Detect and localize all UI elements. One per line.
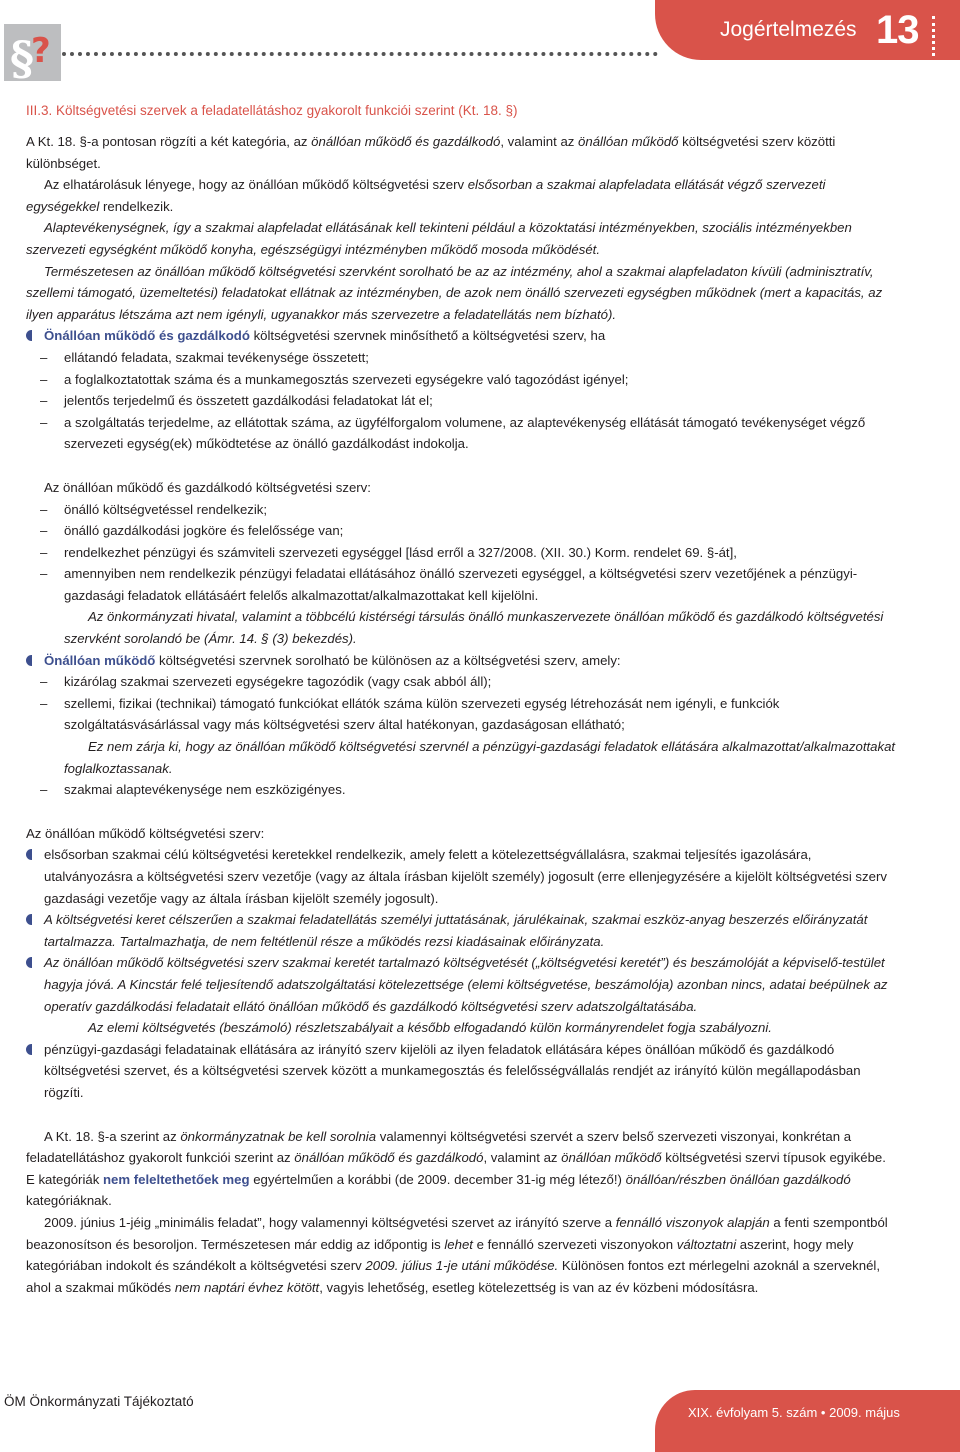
section-title: III.3. Költségvetési szervek a feladatellátáshoz gyakorolt funkciói szerint (Kt. 18. §) (26, 103, 518, 118)
dash-item: – a szolgáltatás terjedelme, az ellátottak száma, az ügyfélforgalom volumene, az alaptevékenység ellátását támogató tevékenységet végző szervezeti egység(ek) működtetése az önálló gazdálkodást indokolja. (26, 412, 896, 455)
page-number: 13 (876, 8, 919, 52)
dash-item: – szellemi, fizikai (technikai) támogató funkciókat ellátók száma külön szervezeti egység létrehozását nem igényli, e funkciók szolgáltatásvásárlással vagy más költségvetési szerv által hatékonyan, gazdaságosan ellátható; (26, 693, 896, 736)
dash-item: – önálló gazdálkodási jogköre és felelőssége van; (26, 520, 896, 542)
footer-band (655, 1390, 960, 1452)
header-dotted-rule (62, 52, 658, 56)
dash-item: – önálló költségvetéssel rendelkezik; (26, 499, 896, 521)
dash-item: – ellátandó feladata, szakmai tevékenysége összetett; (26, 347, 896, 369)
bullet-item: A költségvetési keret célszerűen a szakmai feladatellátás személyi juttatásának, járulékainak, szakmai eszköz-anyag beszerzés előirányzatát tartalmazza. Tartalmazhatja, de nem feltétlenül része a működés rezsi kiadásainak előirányzata. (26, 909, 896, 952)
bullet-item: Önállóan működő költségvetési szervnek sorolható be különösen az a költségvetési szerv, amely: (26, 650, 896, 672)
paragraph: 2009. június 1-jéig „minimális feladat”, hogy valamennyi költségvetési szervet az irányító szerve a fennálló viszonyok alapján a fenti szempontból beazonosítson és besoroljon. Természetesen már eddig az időpontig is lehet e fennálló szervezeti viszonyokon változtatni aszerint, hogy mely kategóriában indokolt és szándékolt a költségvetési szerv 2009. július 1-je utáni működése. Különösen fontos ezt mérlegelni azoknál a szerveknél, ahol a szakmai működés nem naptári évhez kötött, vagyis lehetőség, esetleg kötelezettség is van az év közbeni módosításra. (26, 1214, 888, 1295)
paragraph: Természetesen az önállóan működő költségvetési szervként sorolható be az az intézmény, ahol a szakmai alapfeladaton kívüli (adminisztratív, szellemi támogató, üzemeltetési) feladatokat ellátnak az intézményben, de azok nem önálló szervezeti egységben működnek (mert a kapacitás, az ilyen apparátus létszáma azt nem igényli, ugyanakkor más szervezetre a feladatellátás nem bízható). (26, 263, 883, 322)
svg-text:§: § (10, 31, 35, 81)
dash-item: – rendelkezhet pénzügyi és számviteli szervezeti egységgel [lásd erről a 327/2008. (XII. 30.) Korm. rendelet 69. §-át], (26, 542, 896, 564)
dash-item: – jelentős terjedelmű és összetett gazdálkodási feladatokat lát el; (26, 390, 896, 412)
header-vertical-dots (932, 16, 939, 56)
bullet-item: Önállóan működő és gazdálkodó költségvetési szervnek minősíthető a költségvetési szerv, ha (26, 325, 896, 347)
footer-issue: XIX. évfolyam 5. szám • 2009. május (688, 1405, 900, 1420)
footer-publication: ÖM Önkormányzati Tájékoztató (4, 1394, 194, 1409)
dash-item: – kizárólag szakmai szervezeti egységekre tagozódik (vagy csak abból áll); (26, 671, 896, 693)
dash-item: – a foglalkoztatottak száma és a munkamegosztás szervezeti egységekre való tagozódást igényel; (26, 369, 896, 391)
dash-item: – szakmai alaptevékenysége nem eszközigényes. (26, 779, 896, 801)
dash-item: – amennyiben nem rendelkezik pénzügyi feladatai ellátásához önálló szervezeti egységgel, a költségvetési szerv vezetőjének a pénzügyi-gazdasági feladatok ellátásáért felelős alkalmazottat/alkalmazottakat kell kijelölni. (26, 563, 896, 606)
paragraph: Az elhatárolásuk lényege, hogy az önállóan működő költségvetési szerv elsősorban a szakmai alapfeladata ellátását végző szervezeti egységekkel rendelkezik. (26, 177, 826, 214)
paragraph: Az önállóan működő és gazdálkodó költségvetési szerv: (44, 479, 371, 495)
paragraph: Az önállóan működő költségvetési szerv: (26, 825, 265, 841)
note: Az elemi költségvetés (beszámoló) részletszabályait a később elfogadandó külön kormányrendelet fogja szabályozni. (88, 1020, 772, 1036)
section-paragraph-icon (4, 24, 61, 81)
paragraph: A Kt. 18. §-a pontosan rögzíti a két kategória, az önállóan működő és gazdálkodó, valamint az önállóan működő költségvetési szerv közötti különbséget. (26, 134, 836, 171)
bullet-item: Az önállóan működő költségvetési szerv szakmai keretét tartalmazó költségvetését („költségvetési keretét”) és beszámolóját a képviselő-testület hagyja jóvá. A Kincstár felé teljesítendő adatszolgáltatási kötelezettsége (elemi költségvetése, beszámolója) azonban nincs, adatai beépülnek az operatív gazdálkodási feladatait ellátó önállóan működő és gazdálkodó költségvetési szerv adatszolgáltatásába. (26, 952, 896, 1017)
bullet-item: pénzügyi-gazdasági feladatainak ellátására az irányító szerv kijelöli az ilyen feladatok ellátására képes önállóan működő és gazdálkodó költségvetési szervet, és a költségvetési szervek között a munkamegosztás és felelősségvállalás rendjét az irányító külön megállapodásban rögzíti. (26, 1039, 896, 1104)
bullet-item: elsősorban szakmai célú költségvetési keretekkel rendelkezik, amely felett a kötelezettségvállalásra, szakmai teljesítés igazolására, utalványozásra a költségvetési szerv vezetője (vagy az általa írásban kijelölt személy) jogosult (erre ellenjegyzésére a kijelölt költségvetési szerv gazdasági vezetője vagy az általa írásban kijelölt személy jogosult). (26, 844, 896, 909)
paragraph: A Kt. 18. §-a szerint az önkormányzatnak be kell sorolnia valamennyi költségvetési szervét a szerv belső szervezeti viszonyai, konkrétan a feladatellátáshoz gyakorolt funkciói szerint az önállóan működő és gazdálkodó, valamint az önállóan működő költségvetési szervi típusok egyikébe. E kategóriák nem feleltethetőek meg egyértelműen a korábbi (de 2009. december 31-ig még létező!) önállóan/részben önállóan gazdálkodó kategóriáknak. (26, 1128, 886, 1209)
svg-text:?: ? (31, 31, 51, 71)
note: Ez nem zárja ki, hogy az önállóan működő költségvetési szervnél a pénzügyi-gazdasági feladatok ellátására alkalmazottat/alkalmazottakat foglalkoztassanak. (64, 739, 896, 776)
note: Az önkormányzati hivatal, valamint a többcélú kistérségi társulás önálló munkaszervezete önállóan működő és gazdálkodó költségvetési szervként sorolandó be (Ámr. 14. § (3) bekezdés). (64, 609, 884, 647)
article-body (26, 131, 896, 1298)
header-title: Jogértelmezés (720, 18, 857, 41)
paragraph: Alaptevékenységnek, így a szakmai alapfeladat ellátásának kell tekinteni például a közoktatási intézményekben, szociális intézményekben szervezeti egységként működő konyha, egészségügyi intézményben működő mosoda működését. (26, 220, 852, 257)
